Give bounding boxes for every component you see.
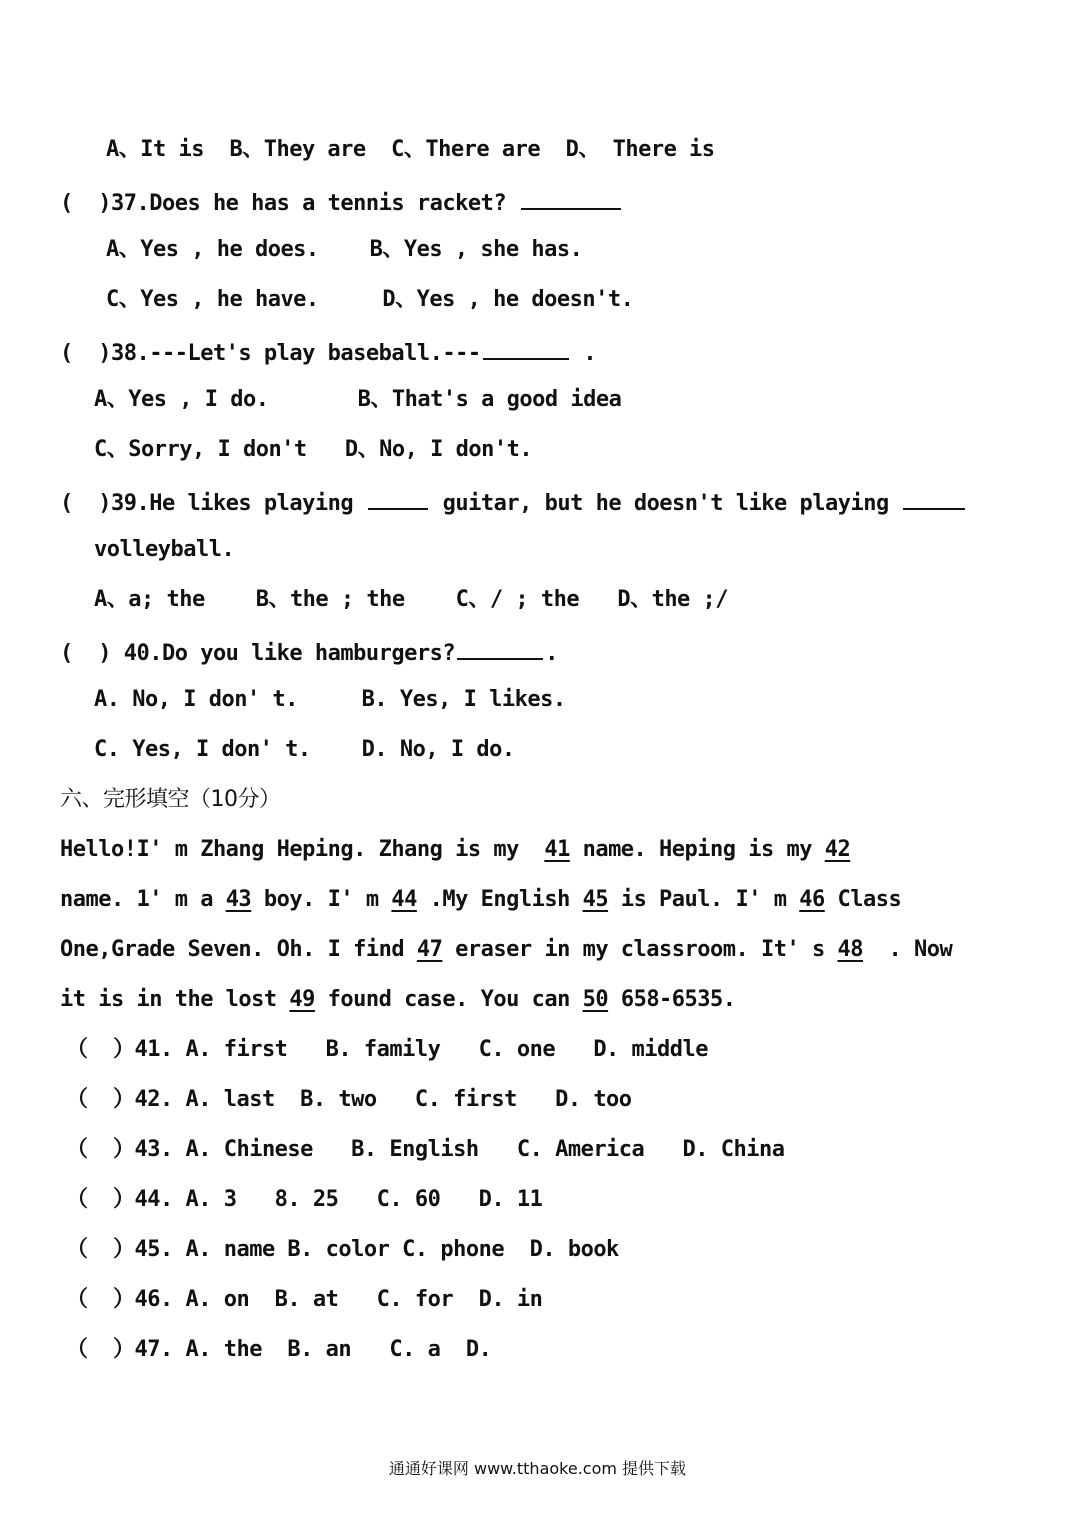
blank-43: 43 (225, 887, 252, 912)
passage-text: is Paul. I' m (608, 887, 800, 912)
passage-text: One,Grade Seven. Oh. I find (60, 937, 417, 962)
passage-line-2 (60, 880, 901, 920)
passage-text: found case. You can (314, 987, 583, 1012)
passage-text: name. 1' m a (60, 887, 226, 912)
question-39-options: A、a; the B、the ; the C、/ ; the D、the ;/ (94, 587, 729, 612)
blank-49: 49 (289, 987, 315, 1012)
passage-text: Hello!I' m Zhang Heping. Zhang is my (60, 837, 545, 862)
blank-42: 42 (824, 837, 851, 862)
question-40-options-ab: A. No, I don' t. B. Yes, I likes. (94, 687, 566, 712)
cloze-question-47: （ ）47. A. the B. an C. a D. (66, 1337, 492, 1362)
question-40-options-cd: C. Yes, I don' t. D. No, I do. (94, 737, 515, 762)
question-39-stem-continued: volleyball. (94, 537, 235, 562)
passage-text: boy. I' m (251, 887, 392, 912)
question-37-options-ab: A、Yes , he does. B、Yes , she has. (106, 237, 583, 262)
question-38-stem (60, 330, 596, 370)
passage-text: .My English (416, 887, 583, 912)
answer-blank (483, 330, 569, 360)
question-37-options-cd: C、Yes , he have. D、Yes , he doesn't. (106, 287, 634, 312)
passage-text: Class (824, 887, 902, 912)
question-39-stem (60, 480, 967, 520)
passage-text: eraser in my classroom. It' s (442, 937, 838, 962)
question-38-text: ( )38.---Let's play baseball.--- (60, 341, 481, 366)
answer-blank (457, 630, 543, 660)
question-40-stem (60, 630, 558, 670)
passage-text: name. Heping is my (569, 837, 825, 862)
blank-41: 41 (544, 837, 570, 862)
passage-line-4 (60, 980, 736, 1020)
blank-45: 45 (582, 887, 609, 912)
blank-50: 50 (582, 987, 609, 1012)
cloze-question-41: （ ）41. A. first B. family C. one D. middle (66, 1037, 709, 1062)
passage-text: it is in the lost (60, 987, 290, 1012)
passage-line-3 (60, 930, 952, 970)
question-39-text-a: ( )39.He likes playing (60, 491, 354, 516)
passage-line-1 (60, 830, 850, 870)
cloze-question-44: （ ）44. A. 3 8. 25 C. 60 D. 11 (66, 1187, 543, 1212)
answer-blank (903, 480, 965, 510)
answer-blank (368, 480, 428, 510)
question-38-end: . (570, 341, 597, 366)
question-37-stem (60, 180, 623, 220)
blank-46: 46 (799, 887, 825, 912)
passage-text: 658-6535. (608, 987, 736, 1012)
blank-48: 48 (837, 937, 863, 962)
question-38-options-ab: A、Yes , I do. B、That's a good idea (94, 387, 622, 412)
question-39-text-b: guitar, but he doesn't like playing (442, 491, 889, 516)
question-40-text: ( ) 40.Do you like hamburgers? (60, 641, 456, 666)
question-38-options-cd: C、Sorry, I don't D、No, I don't. (94, 437, 533, 462)
section-heading: 六、完形填空（10分） (60, 787, 281, 812)
blank-47: 47 (416, 937, 443, 962)
cloze-question-42: （ ）42. A. last B. two C. first D. too (66, 1087, 632, 1112)
blank-44: 44 (391, 887, 417, 912)
cloze-question-45: （ ）45. A. name B. color C. phone D. book (66, 1237, 619, 1262)
question-37-text: ( )37.Does he has a tennis racket? (60, 191, 507, 216)
cloze-question-46: （ ）46. A. on B. at C. for D. in (66, 1287, 543, 1312)
cloze-question-43: （ ）43. A. Chinese B. English C. America D. China (66, 1137, 785, 1162)
answer-blank (521, 180, 621, 210)
page-footer: 通通好课网 www.tthaoke.com 提供下载 (388, 1459, 687, 1478)
passage-text: . Now (862, 937, 953, 962)
question-36-options: A、It is B、They are C、There are D、 There is (106, 137, 715, 162)
question-40-end: . (545, 641, 558, 666)
